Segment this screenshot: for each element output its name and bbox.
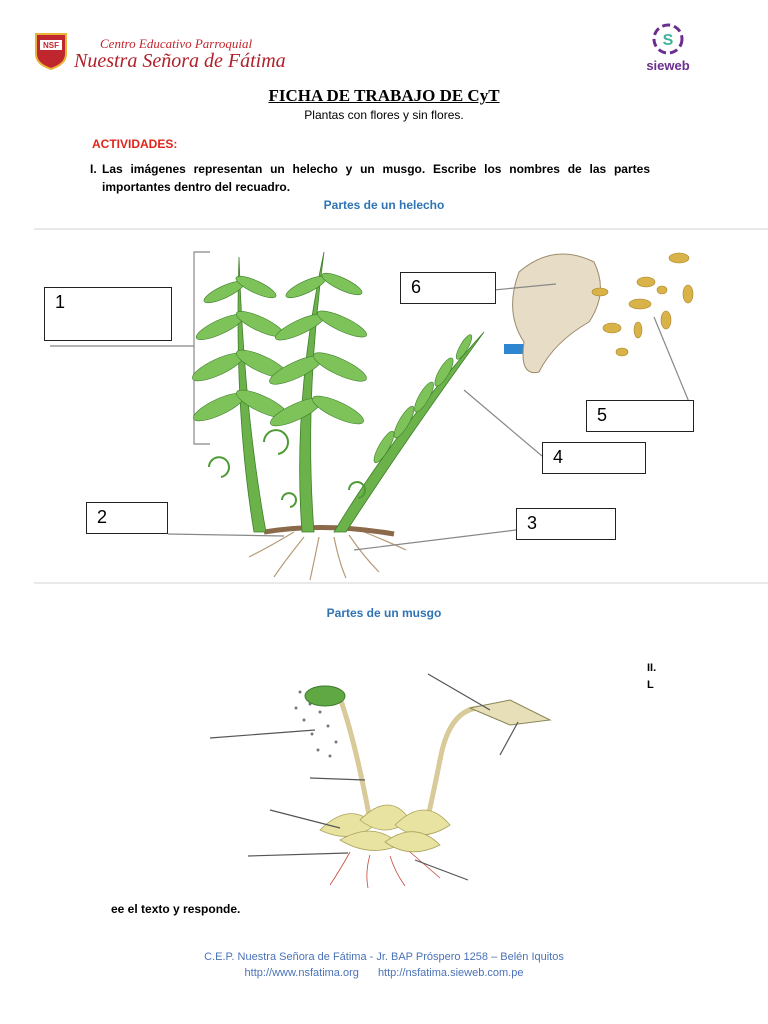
section-2-letter: L [647, 679, 654, 691]
moss-diagram [200, 660, 570, 890]
divider [34, 582, 768, 584]
activities-label: ACTIVIDADES: [92, 137, 178, 151]
question-1 [90, 160, 650, 196]
question-1-text: Las imágenes representan un helecho y un musgo. Escribe los nombres de las partes importantes dentro del recuadro. [102, 162, 650, 194]
fern-heading: Partes de un helecho [323, 198, 445, 212]
fern-label-box-5: 5 [586, 400, 694, 432]
fern-label-box-1: 1 [44, 287, 172, 341]
moss-illustration [200, 660, 570, 890]
school-logo [34, 32, 68, 70]
sieweb-text: sieweb [646, 58, 690, 73]
fern-label-box-3: 3 [516, 508, 616, 540]
svg-text:S: S [662, 32, 674, 49]
section-2-number: II. [647, 662, 657, 674]
divider [34, 228, 768, 230]
read-instruction: ee el texto y responde. [111, 902, 241, 916]
footer-link-nsfatima[interactable]: http://www.nsfatima.org [244, 967, 359, 979]
fern-label-box-4: 4 [542, 442, 646, 474]
fern-label-box-6: 6 [400, 272, 496, 304]
sieweb-logo [632, 22, 704, 74]
footer-links [0, 967, 768, 979]
fern-diagram [34, 232, 734, 584]
moss-heading: Partes de un musgo [326, 606, 442, 620]
school-name-line2: Nuestra Señora de Fátima [74, 50, 286, 72]
page-subtitle: Plantas con flores y sin flores. [304, 108, 464, 122]
school-name-line1: Centro Educativo Parroquial [100, 36, 253, 51]
footer-link-sieweb[interactable]: http://nsfatima.sieweb.com.pe [377, 967, 524, 979]
fern-label-box-2: 2 [86, 502, 168, 534]
footer-address: C.E.P. Nuestra Señora de Fátima - Jr. BAP Próspero 1258 – Belén Iquitos [204, 951, 564, 963]
question-1-number: I. [90, 162, 97, 176]
page-title: FICHA DE TRABAJO DE CyT [268, 86, 500, 105]
logo-text: NSF [43, 41, 59, 50]
